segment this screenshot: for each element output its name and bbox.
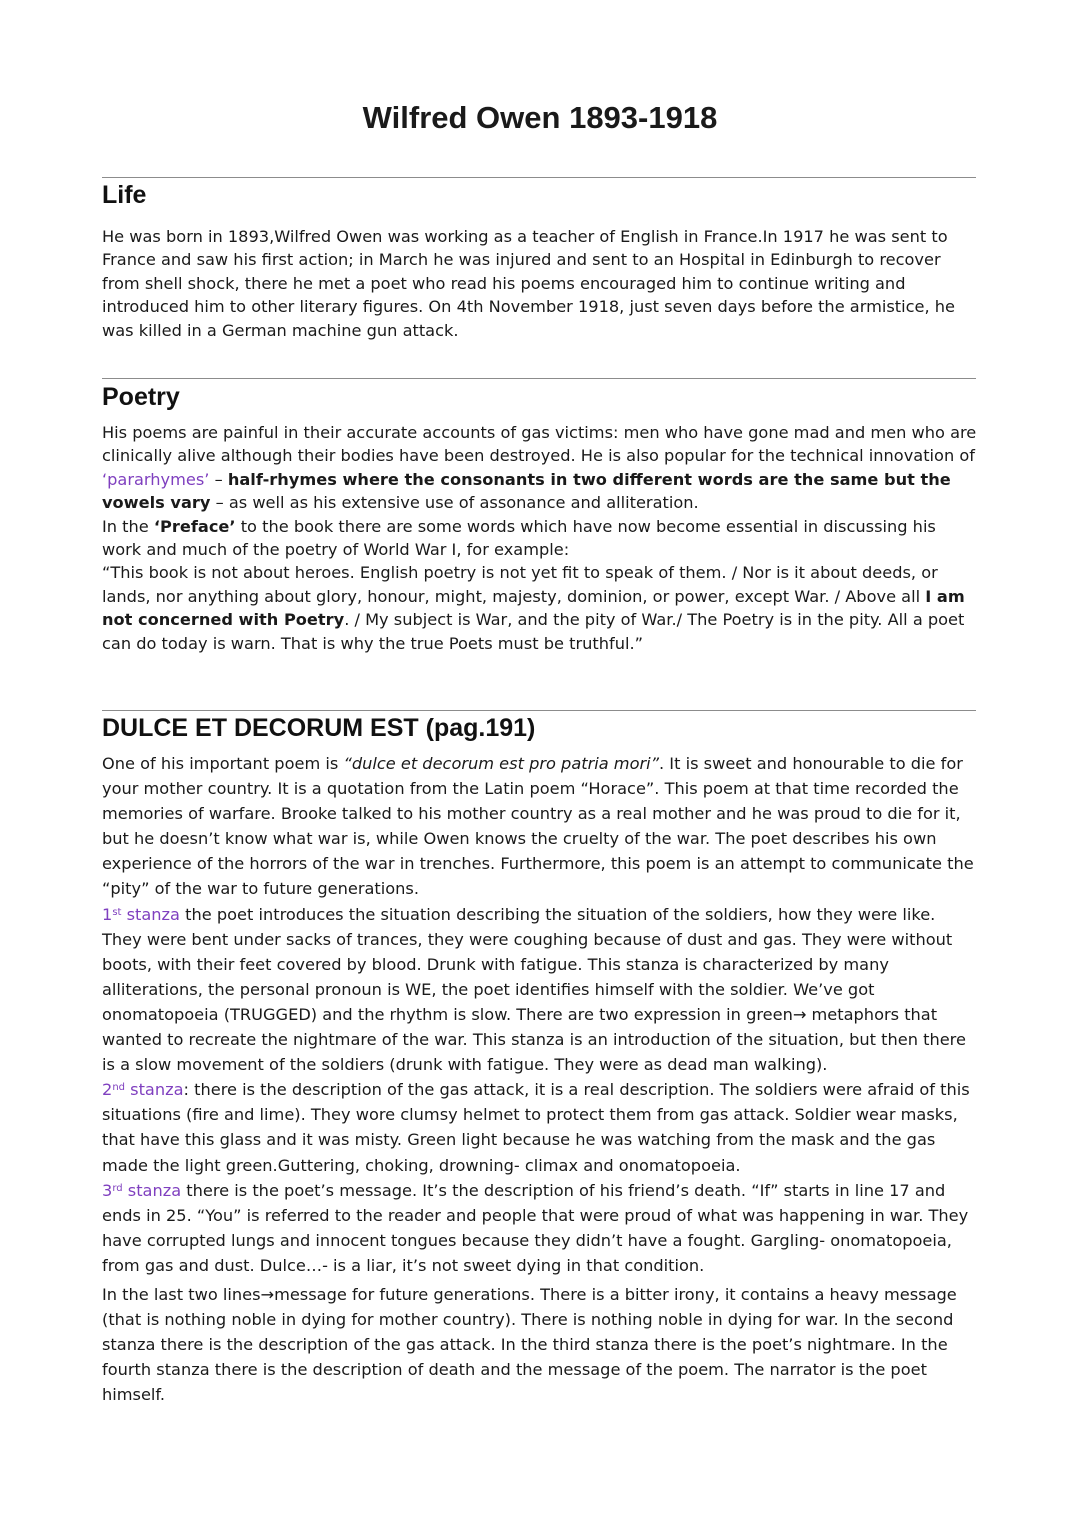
pararhymes-definition: half-rhymes where the consonants in two different words are the same but the vowels vary — [102, 469, 951, 513]
dulce-heading: DULCE ET DECORUM EST (pag.191) — [102, 714, 536, 742]
page-title: Wilfred Owen 1893-1918 — [362, 100, 718, 135]
quote-emphasis: I am not concerned with Poetry — [102, 586, 965, 630]
poetry-heading: Poetry — [102, 383, 180, 411]
closing-paragraph: In the last two lines→message for future generations. There is a bitter irony, it contains a heavy message (that is nothing noble in dying for mother country). There is nothing noble in dying for war. In the second stanza there is the description of the gas attack. In the third stanza there is the poet’s nightmare. In the fourth stanza there is the description of death and the message of the poem. The narrator is the poet himself. — [102, 1284, 957, 1405]
stanza-3-label: 3rd stanza — [102, 1180, 182, 1200]
section-divider — [102, 177, 976, 178]
stanza-2-paragraph: 2nd stanza: there is the description of the gas attack, it is a real description. The soldiers were afraid of this situations (fire and lime). They wore clumsy helmet to protect them from gas attack. Soldier wear masks, that have this glass and it was misty. Green light because he was watching from the mask and the gas made the light green.Guttering, choking, drowning- climax and onomatopoeia. — [102, 1080, 970, 1175]
pararhymes-term: ‘pararhymes’ — [102, 469, 210, 489]
stanza-1-paragraph: 1st stanza the poet introduces the situation describing the situation of the soldiers, how they were like. They were bent under sacks of trances, they were coughing because of dust and gas. They were without boots, with their feet covered by blood. Drunk with fatigue. This stanza is characterized by many alliterations, the personal pronoun is WE, the poet identifies himself with the soldier. We’ve got onomatopoeia (TRUGGED) and the rhythm is slow. There are two expression in green→ metaphors that wanted to recreate the nightmare of the war. This stanza is an introduction of the situation, but then there is a slow movement of the soldiers (drunk with fatigue. They were as dead man walking). — [102, 904, 966, 1075]
preface-paragraph: In the ‘Preface’ to the book there are some words which have now become essential in discussing his work and much of the poetry of World War I, for example: — [102, 516, 936, 560]
latin-quote: “dulce et decorum est pro patria mori” — [343, 754, 660, 773]
poetry-paragraph: His poems are painful in their accurate accounts of gas victims: men who have gone mad and men who are clinically alive although their bodies have been destroyed. He is also popular for the technical innovation of ‘pararhymes’ – half-rhymes where the consonants in two different words are the same but the vowels vary – as well as his extensive use of assonance and alliteration. — [102, 423, 977, 513]
section-divider — [102, 710, 976, 711]
poetry-section — [102, 421, 980, 655]
stanza-3-paragraph: 3rd stanza there is the poet’s message. It’s the description of his friend’s death. “If” starts in line 17 and ends in 25. “You” is referred to the reader and people that were proud of what was happening in war. They have corrupted lungs and innocent tongues because they didn’t have a fought. Gargling- onomatopoeia, from gas and dust. Dulce…- is a liar, it’s not sweet dying in that condition. — [102, 1180, 969, 1275]
dulce-intro-paragraph: One of his important poem is “dulce et decorum est pro patria mori”. It is sweet and honourable to die for your mother country. It is a quotation from the Latin poem “Horace”. This poem at that time recorded the memories of warfare. Brooke talked to his mother country as a real mother and he was proud to die for it, but he doesn’t know what war is, while Owen knows the cruelty of the war. The poet describes his own experience of the horrors of the war in trenches. Furthermore, this poem is an attempt to communicate the “pity” of the war to future generations. — [102, 754, 974, 899]
dulce-section — [102, 751, 980, 1407]
life-paragraph: He was born in 1893,Wilfred Owen was working as a teacher of English in France.In 1917 he was sent to France and saw his first action; in March he was injured and sent to an Hospital in Edinburgh to recover from shell shock, there he met a poet who read his poems encouraged him to continue writing and introduced him to other literary figures. On 4th November 1918, just seven days before the armistice, he was killed in a German machine gun attack. — [102, 227, 955, 340]
preface-quote: “This book is not about heroes. English poetry is not yet fit to speak of them. / Nor is it about deeds, or lands, nor anything about glory, honour, might, majesty, dominion, or power, except War. / Above all I am not concerned with Poetry. / My subject is War, and the pity of War./ The Poetry is in the pity. All a poet can do today is warn. That is why the true Poets must be truthful.” — [102, 563, 965, 653]
life-heading: Life — [102, 181, 147, 209]
stanza-1-label: 1st stanza — [102, 904, 180, 924]
section-divider — [102, 378, 976, 379]
life-section — [102, 225, 980, 342]
preface-term: ‘Preface’ — [153, 516, 236, 536]
stanza-2-label: 2nd stanza — [102, 1080, 184, 1100]
